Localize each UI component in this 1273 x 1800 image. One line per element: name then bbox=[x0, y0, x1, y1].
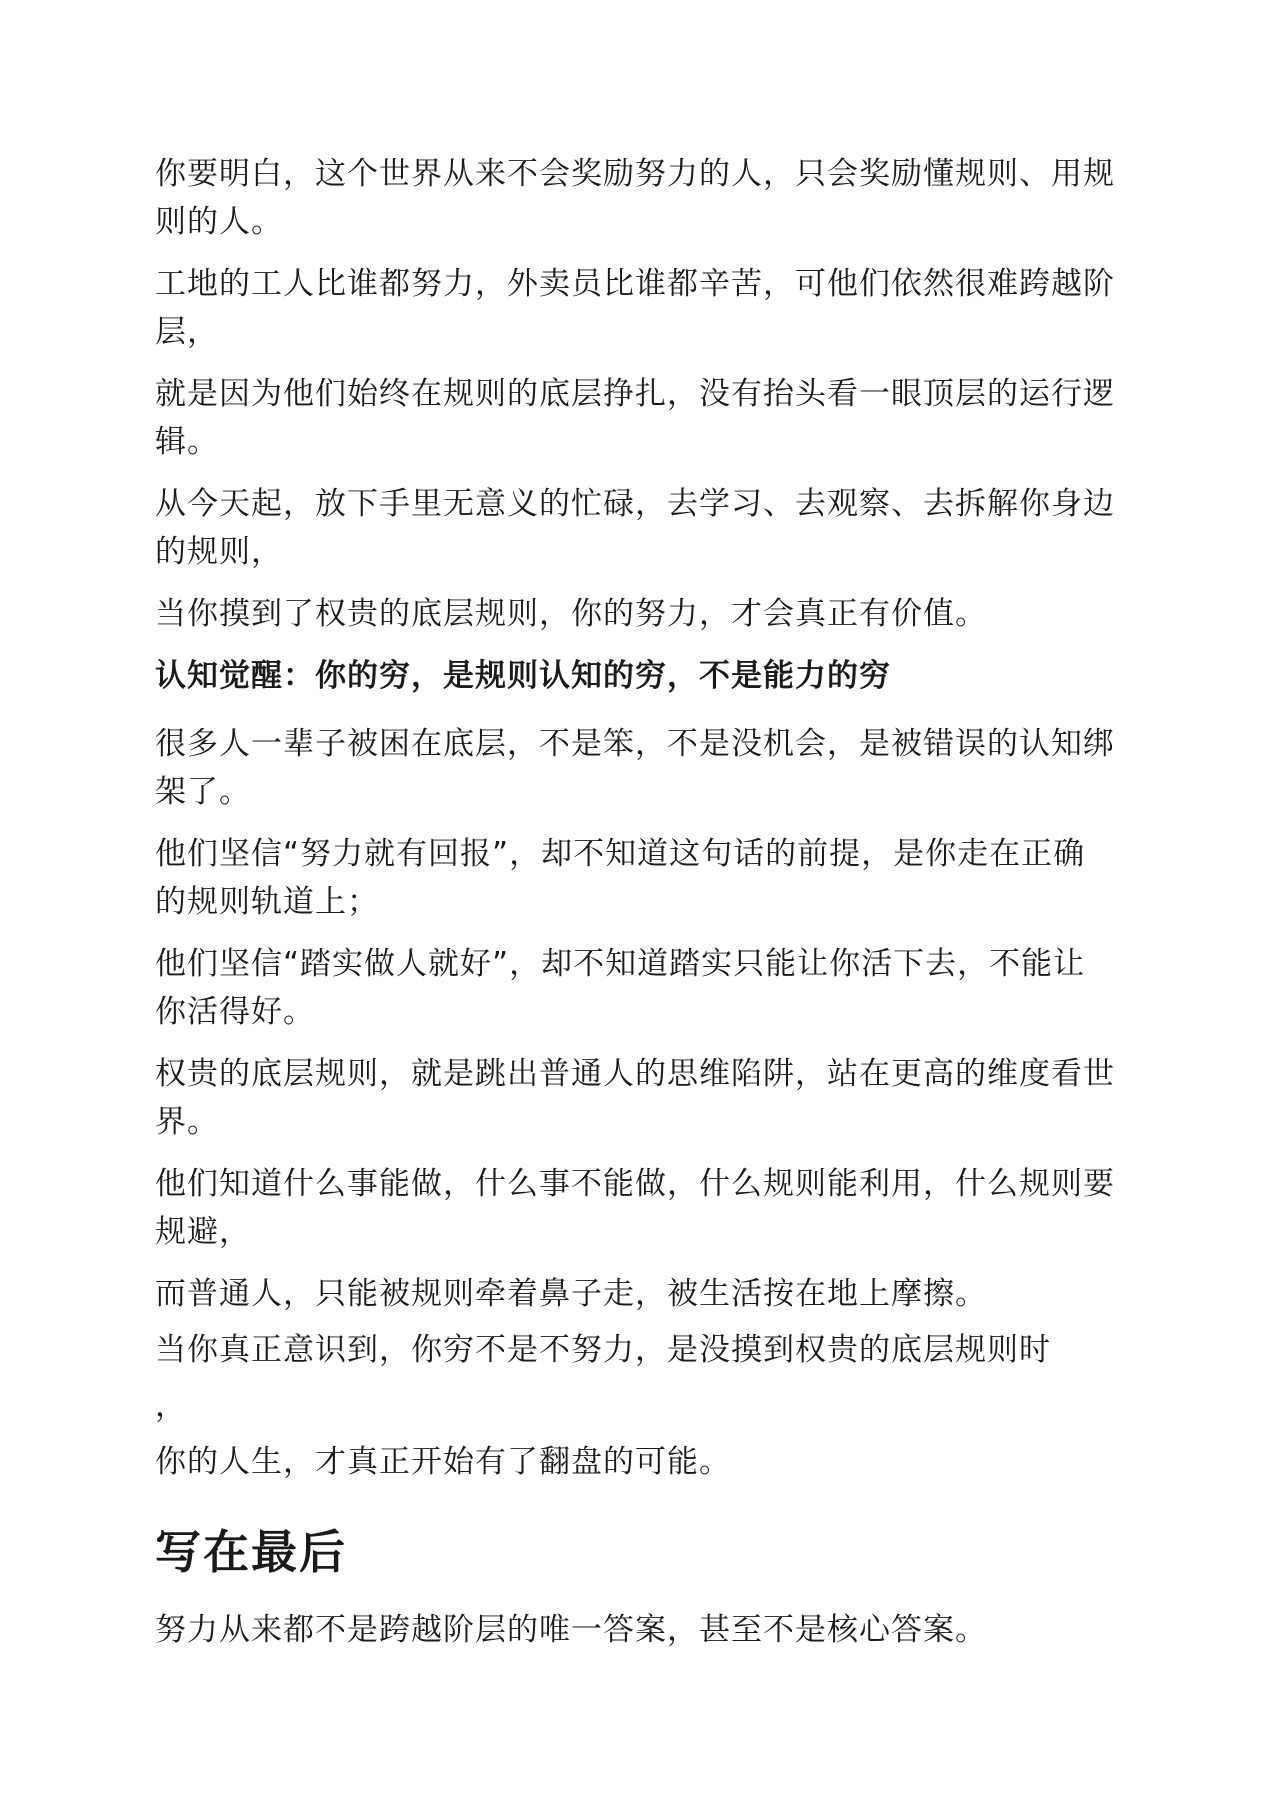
paragraph: 很多人一辈子被困在底层，不是笨，不是没机会，是被错误的认知绑架了。 bbox=[155, 726, 1115, 810]
paragraph: 就是因为他们始终在规则的底层挣扎，没有抬头看一眼顶层的运行逻辑。 bbox=[155, 376, 1115, 460]
section-title: 写在最后 bbox=[155, 1525, 347, 1579]
paragraph: 当你摸到了权贵的底层规则，你的努力，才会真正有价值。 bbox=[155, 596, 987, 632]
paragraph: 工地的工人比谁都努力，外卖员比谁都辛苦，可他们依然很难跨越阶层， bbox=[155, 266, 1115, 350]
paragraph: 从今天起，放下手里无意义的忙碌，去学习、去观察、去拆解你身边的规则， bbox=[155, 486, 1115, 570]
document-page bbox=[155, 150, 1115, 1668]
paragraph: ， bbox=[155, 1388, 187, 1424]
paragraph: 当你真正意识到，你穷不是不努力，是没摸到权贵的底层规则时 bbox=[155, 1332, 1051, 1368]
paragraph: 权贵的底层规则，就是跳出普通人的思维陷阱，站在更高的维度看世界。 bbox=[155, 1056, 1115, 1140]
closing-paragraph: 努力从来都不是跨越阶层的唯一答案，甚至不是核心答案。 bbox=[155, 1612, 987, 1648]
paragraph: 他们坚信“努力就有回报”，却不知道这句话的前提，是你走在正确的规则轨道上； bbox=[155, 836, 1086, 920]
paragraph: 你的人生，才真正开始有了翻盘的可能。 bbox=[155, 1444, 731, 1480]
paragraph: 他们知道什么事能做，什么事不能做，什么规则能利用，什么规则要规避， bbox=[155, 1166, 1115, 1250]
paragraph: 他们坚信“踏实做人就好”，却不知道踏实只能让你活下去，不能让你活得好。 bbox=[155, 946, 1086, 1030]
bold-subheading: 认知觉醒：你的穷，是规则认知的穷，不是能力的穷 bbox=[155, 658, 891, 694]
paragraph: 而普通人，只能被规则牵着鼻子走，被生活按在地上摩擦。 bbox=[155, 1276, 987, 1312]
paragraph: 你要明白，这个世界从来不会奖励努力的人，只会奖励懂规则、用规则的人。 bbox=[155, 156, 1115, 240]
